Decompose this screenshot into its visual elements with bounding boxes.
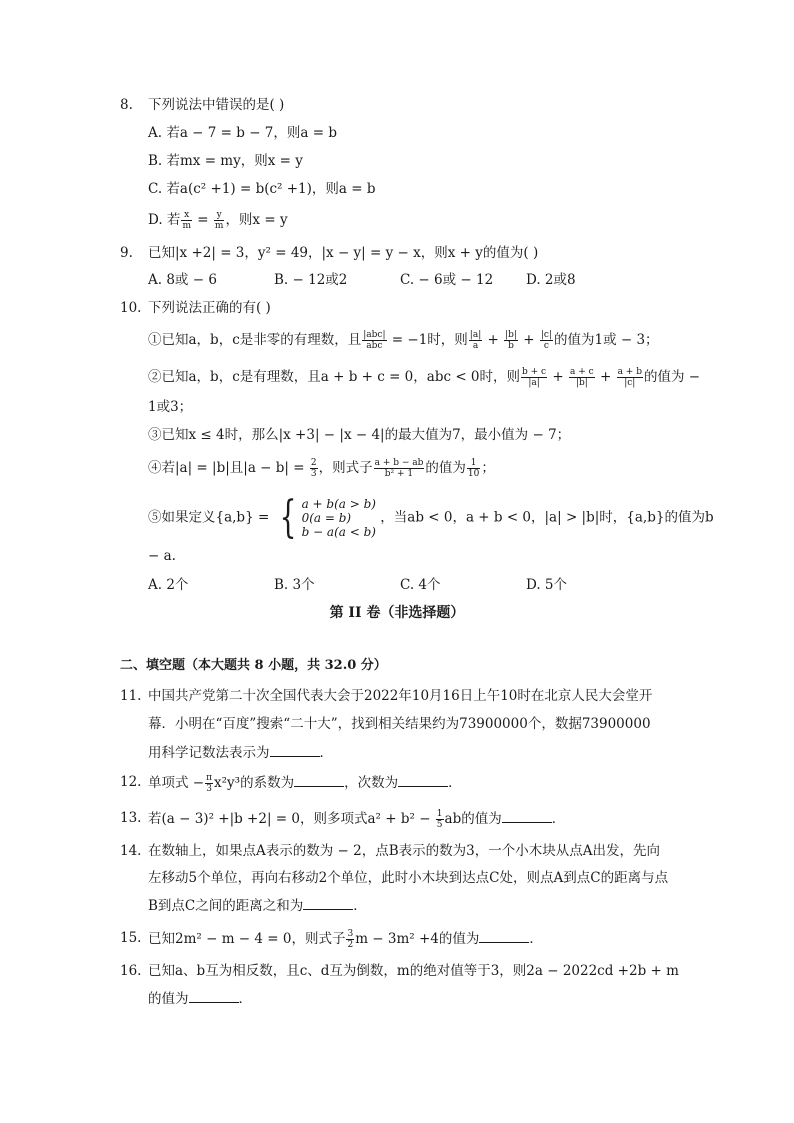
question-number: 14.	[120, 843, 142, 859]
question-number: 15.	[120, 930, 142, 946]
cases	[302, 497, 376, 539]
fraction	[504, 330, 518, 351]
numerator: x	[181, 210, 192, 221]
option-a: A. 8或 − 6	[148, 272, 217, 288]
answer-blank[interactable]	[479, 928, 529, 943]
question-stem: 已知|x +2| = 3，y² = 49，|x − y| = y − x，则x + y的值为( )	[148, 245, 539, 261]
answer-blank[interactable]	[502, 808, 552, 823]
question-text: ab的值为	[444, 811, 502, 827]
statement-2: ②已知a，b，c是有理数，且a + b + c = 0，abc < 0时，则 $\frac{b + c}{|a|}$ + $\frac{a + c}{|b|}$ + $\frac{a + b}{|c|}$ 的值为 −	[148, 367, 701, 388]
piecewise-definition	[274, 492, 376, 543]
question-number: 9.	[120, 245, 133, 261]
numerator: |abc|	[363, 330, 386, 340]
option-d: D. 5个	[526, 577, 568, 593]
fraction	[181, 210, 192, 231]
denominator: 2	[347, 940, 354, 950]
option-d: D. 2或8	[526, 272, 576, 288]
statement-text: 的值为1或 − 3；	[553, 332, 659, 348]
statement-text: = −1时，则	[387, 332, 468, 348]
equals: =	[192, 212, 213, 228]
fraction	[374, 458, 425, 479]
numerator: 1	[467, 458, 480, 469]
statement-text: ；	[481, 460, 495, 476]
numerator: |b|	[505, 330, 517, 340]
question-number: 10.	[120, 300, 142, 316]
option-d-suffix: ，则x = y	[225, 212, 288, 228]
statement-text: ，当ab < 0，a + b < 0，|a| > |b|时，{a,b}的值为b	[380, 509, 714, 526]
question-text: ．	[448, 775, 462, 791]
option-c: C. 若a(c² +1) = b(c² +1)，则a = b	[148, 181, 376, 197]
numerator: |c|	[540, 330, 552, 340]
numerator: 2	[310, 458, 317, 468]
question-text: 幕．小明在“百度”搜索“二十大”，找到相关结果约为73900000个，数据73900000	[148, 716, 651, 732]
question-text: 已知a、b互为相反数，且c、d互为倒数，m的绝对值等于3，则2a − 2022cd +2b + m	[148, 963, 679, 979]
denominator: 5	[436, 820, 443, 830]
question-text	[148, 808, 565, 830]
question-text: 中国共产党第二十次全国代表大会于2022年10月16日上午10时在北京人民大会堂开	[148, 688, 653, 704]
question-text: x²y³的系数为	[214, 775, 295, 791]
numerator: a + b − ab	[374, 458, 424, 468]
section-heading: 二、填空题（本大题共 8 小题，共 32.0 分）	[120, 658, 387, 673]
answer-blank[interactable]	[189, 988, 239, 1003]
question-number: 13.	[120, 810, 142, 826]
case: b − a(a < b)	[301, 525, 376, 539]
statement-2-continued: 1或3；	[148, 399, 193, 415]
fraction	[469, 330, 482, 351]
question-text	[148, 928, 543, 950]
fraction	[346, 929, 354, 950]
statement-4	[148, 458, 495, 479]
denominator: m	[214, 221, 224, 231]
question-stem: 下列说法正确的有( )	[148, 300, 271, 316]
question-text: ，次数为	[344, 775, 399, 791]
statement-5-continued: − a.	[148, 548, 176, 564]
numerator: |a|	[469, 330, 482, 340]
answer-blank[interactable]	[398, 772, 448, 787]
question-number: 16.	[120, 963, 142, 979]
denominator: c	[543, 341, 549, 351]
question-text	[148, 742, 333, 763]
fraction	[436, 809, 444, 830]
denominator: abc	[366, 341, 383, 351]
fraction	[467, 458, 480, 479]
question-text: ．	[353, 898, 367, 914]
denominator: |a|	[528, 378, 540, 388]
fraction	[205, 773, 213, 794]
statement-text: ④若|a| = |b|且|a − b| =	[148, 460, 309, 476]
statement-1: ①已知a，b，c是非零的有理数，且 $\frac{\text{|abc|}}{\text{abc}}$ = −1时，则 $\frac{|a|}{a}$ + $\frac{|b|}{b}$ + $\frac{|c|}{c}$ 的值为1或 − 3；	[148, 330, 659, 351]
option-b: B. − 12或2	[274, 272, 348, 288]
fraction	[521, 367, 547, 388]
question-text: B到点C之间的距离之和为	[148, 898, 304, 914]
option-b: B. 3个	[274, 577, 315, 593]
question-text: ．	[529, 931, 543, 947]
question-text	[148, 772, 462, 794]
denominator: |c|	[624, 378, 636, 388]
option-d	[148, 210, 288, 231]
question-text: 的值为	[148, 991, 189, 1007]
option-c: C. 4个	[400, 577, 441, 593]
question-text: 左移动5个单位，再向右移动2个单位，此时小木块到达点C处，则点A到点C的距离与点	[148, 870, 669, 886]
statement-text: 的值为	[425, 460, 466, 476]
question-text	[148, 988, 252, 1009]
statement-text: ⑤如果定义{a,b} =	[148, 509, 274, 526]
answer-blank[interactable]	[303, 895, 353, 910]
numerator: π	[206, 773, 213, 783]
case: a + b(a > b)	[301, 497, 376, 511]
left-brace-icon: {	[279, 492, 296, 543]
denominator: |b|	[575, 378, 588, 388]
numerator: 3	[347, 929, 354, 939]
denominator: m	[182, 221, 191, 231]
answer-blank[interactable]	[294, 772, 344, 787]
question-number: 8.	[120, 97, 133, 113]
statement-text: ，则式子	[318, 460, 373, 476]
case: 0(a = b)	[301, 511, 352, 525]
statement-text: ②已知a，b，c是有理数，且a + b + c = 0，abc < 0时，则	[148, 369, 521, 385]
question-text: 用科学记数法表示为	[148, 745, 270, 761]
numerator: b + c	[522, 367, 547, 377]
part-title: 第 II 卷（非选择题）	[329, 605, 465, 621]
fraction	[617, 367, 643, 388]
numerator: 1	[436, 809, 443, 819]
question-text: 已知2m² − m − 4 = 0，则式子	[148, 931, 346, 947]
question-text	[148, 895, 367, 916]
denominator: b	[508, 341, 514, 351]
numerator: a + c	[570, 367, 594, 377]
question-text: 单项式 −	[148, 775, 205, 791]
option-b: B. 若mx = my，则x = y	[148, 153, 303, 169]
statement-5	[148, 492, 714, 543]
fraction	[214, 210, 225, 231]
statement-text: ①已知a，b，c是非零的有理数，且	[148, 332, 362, 348]
answer-blank[interactable]	[270, 742, 320, 757]
question-stem: 下列说法中错误的是( )	[148, 97, 285, 113]
question-text: m − 3m² +4的值为	[355, 931, 480, 947]
fraction	[569, 367, 595, 388]
question-number: 11.	[120, 688, 142, 704]
denominator: b² + 1	[384, 469, 414, 479]
fraction	[540, 330, 553, 351]
question-text: ．	[238, 991, 252, 1007]
denominator: a	[472, 341, 479, 351]
denominator: 3	[310, 469, 317, 479]
statement-text: 的值为 −	[643, 369, 701, 385]
question-text: ．	[551, 811, 566, 827]
option-d-prefix: D. 若	[148, 212, 181, 228]
question-text: 在数轴上，如果点A表示的数为 − 2，点B表示的数为3，一个小木块从点A出发，先向	[148, 843, 660, 859]
option-a: A. 若a − 7 = b − 7，则a = b	[148, 125, 337, 141]
denominator: 3	[206, 784, 212, 794]
question-text: 若(a − 3)² +|b +2| = 0，则多项式a² + b² −	[148, 811, 435, 827]
option-c: C. − 6或 − 12	[400, 272, 494, 288]
fraction	[310, 458, 318, 479]
fraction	[362, 330, 386, 351]
denominator: 10	[467, 469, 480, 479]
numerator: a + b	[617, 367, 642, 377]
question-text: ．	[319, 745, 333, 761]
question-number: 12.	[120, 774, 142, 790]
statement-3: ③已知x ≤ 4时，那么|x +3| − |x − 4|的最大值为7，最小值为 − 7；	[148, 427, 571, 443]
numerator: y	[214, 210, 225, 221]
option-a: A. 2个	[148, 577, 189, 593]
